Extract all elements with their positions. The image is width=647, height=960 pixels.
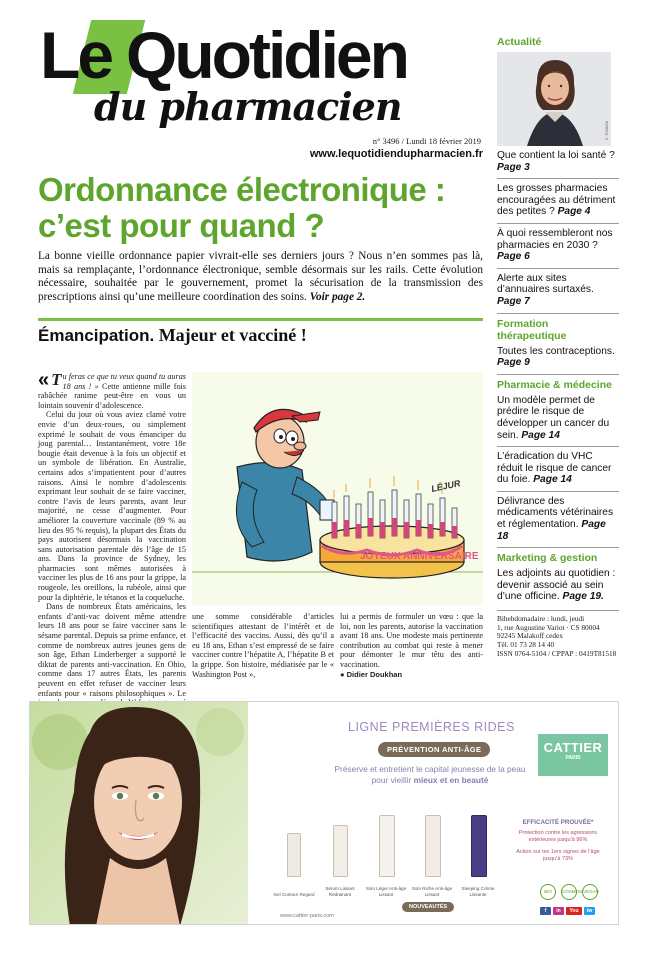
- intro-quote: u feras ce que tu veux quand tu auras 18 ans ! »: [62, 372, 186, 391]
- ad-tagline-2: [330, 775, 530, 786]
- imprint-line: 1, rue Augustine Variot · CS 80004: [497, 622, 600, 632]
- sidebar-section-actualite: Actualité: [497, 36, 542, 48]
- sidebar-item-text: Un modèle permet de prédire le risque de développer un cancer du sein.: [497, 394, 610, 441]
- advertisement[interactable]: [29, 701, 619, 925]
- sidebar-photo: [497, 52, 611, 146]
- ad-prevention-pill: PRÉVENTION ANTI-ÂGE: [378, 742, 490, 757]
- social-links: [540, 907, 595, 915]
- sidebar-item-page: Page 9: [497, 357, 530, 369]
- main-lead: [38, 250, 483, 304]
- sidebar-item-text: Toutes les contraceptions.: [497, 345, 615, 357]
- sidebar-item-contraceptions[interactable]: [497, 342, 619, 375]
- imprint-line: Tél. 01 73 28 14 40: [497, 640, 555, 650]
- section-divider: [38, 318, 483, 321]
- minister-photo: [497, 52, 611, 146]
- youtube-icon[interactable]: You: [566, 907, 582, 915]
- ad-tagline-2a: pour vieillir: [371, 775, 414, 785]
- cake-text: JOYEUX ANNIVERSAIRE: [360, 551, 479, 562]
- article-title: Majeur et vacciné !: [158, 325, 307, 345]
- label-bio-icon: BIO: [540, 884, 556, 900]
- sidebar-item-page: Page 19.: [562, 591, 604, 603]
- product-bottle-4: [425, 815, 441, 877]
- article-column-1: [38, 369, 186, 708]
- sidebar-section-medecine: Pharmacie & médecine: [497, 378, 612, 391]
- product-bottle-2: [333, 825, 348, 877]
- cartoon-illustration: [192, 372, 483, 605]
- sidebar-item-adjoints[interactable]: [497, 564, 619, 608]
- ad-tagline-1: Préserve et entretient le capital jeunesse de la peau: [334, 764, 526, 774]
- article-column-2: une somme considérable d’articles scientifiques attestant de l’intérêt et de l’efficacité des vaccins. Aussi, dès qu’il a eu 18 ans, Ethan s’est empressé de se faire vacciner contre l’hépatite A, l’hépatite B et la grippe. Son histoire, médiatisée par le « Washington Post »,: [192, 612, 334, 679]
- facebook-icon[interactable]: f: [540, 907, 551, 915]
- photo-credit: S. TOUBON: [605, 120, 609, 140]
- article-headline: [38, 324, 483, 347]
- sidebar-item-text: Les adjoints au quotidien : devenir associé au sein d’une officine.: [497, 568, 616, 603]
- sidebar-item-page: Page 4: [557, 206, 591, 218]
- sidebar-item-pharmacies-2030[interactable]: [497, 224, 619, 269]
- issue-date: n° 3496 / Lundi 18 février 2019: [372, 136, 481, 146]
- logo-subtitle: du pharmacien: [94, 84, 402, 129]
- ad-model-photo: [30, 702, 248, 925]
- intro-rest: Cette antienne mille fois rabâchée ranime peut-être en vous un lointain souvenir d’adolescence.: [38, 381, 186, 410]
- article-column-3: [340, 612, 483, 679]
- product-label-3: Soin Léger Anti-âge Lissant: [365, 886, 407, 897]
- sidebar-item-text: Les grosses pharmacies encouragées au détriment des petites ?: [497, 183, 616, 218]
- website-link[interactable]: www.lequotidiendupharmacien.fr: [309, 148, 483, 160]
- cartoonist-signature: LÉJUR: [430, 478, 462, 494]
- brand-sub: PARIS: [565, 755, 581, 761]
- article-kicker: Émancipation.: [38, 326, 155, 345]
- sidebar-item-veterinaires[interactable]: [497, 492, 619, 548]
- sidebar-item-text: À quoi ressembleront nos pharmacies en 2030 ?: [497, 227, 613, 251]
- imprint-line: 92245 Malakoff cedex: [497, 631, 563, 641]
- instagram-icon[interactable]: in: [553, 907, 564, 915]
- article-column-3-text: lui a permis de formuler un vœu : que la loi, non les parents, autorise la vaccination avant 18 ans. Une modeste mais pertinente contribution au combat qui reste à mener pour démonter le mur têtu des anti-vaccination.: [340, 612, 483, 669]
- sidebar-section-marketing: Marketing & gestion: [497, 552, 598, 565]
- cartoon-drawing: [192, 372, 483, 605]
- sidebar-item-page: Page 7: [497, 295, 530, 307]
- product-label-2: Sérum Lissant Redrainant: [325, 886, 355, 897]
- cattier-logo: [538, 734, 608, 776]
- model-portrait: [30, 702, 248, 925]
- sidebar-item-grosses-pharmacies[interactable]: [497, 179, 619, 224]
- sidebar-item-vhc[interactable]: [497, 447, 619, 492]
- product-tube-1: [287, 833, 301, 877]
- product-lineup: [275, 797, 515, 897]
- logo-quotidien: Quotidien: [126, 18, 407, 92]
- article-paragraph-1: Celui du jour où vous aviez clamé votre envie d’un deux-roues, ou simplement exprimé le souhait de vous émanciper du joug parental… Instantanément, votre 18e bougie était devenue à la fois un objectif et un symbole de libération. En Australie, certains ados s’impatientent pour d’autres raisons. Ainsi le nombre d’adolescents exprimant leur souhait de se faire vacciner, contre l’avis de leurs parents, avant leur majorité, ne cesse d’augmenter. Pour améliorer la couverture vaccinale (89 % au lieu des 95 % requis), la plupart des États du pays autorisent désormais la vaccination sans autorisation parentale dès l’âge de 15 ans. Dans la province de Sydney, les pharmacies sont mêmes autorisées à vacciner les plus de 16 ans pour la grippe, la rougeole, les oreillons, la rubéole, ainsi que pour la diphtérie, le tétanos et la coqueluche.: [38, 410, 186, 602]
- article-paragraph-2: Dans de nombreux États américains, les enfants d’anti-vac doivent même attendre leurs 18 ans pour se faire vacciner sans le sésame parental. Depuis sa prime enfance, et comme de nombreux autres jeunes gens de son âge, Ethan Linderberger a supporté le diktat de parents anti-vaccination. En Ohio, comme dans 17 autres États, les parents peuvent en effet refuser de vacciner leurs enfants pour « raisons philosophiques ». Le: [38, 602, 186, 698]
- imprint: [497, 610, 619, 659]
- masthead: [38, 18, 483, 168]
- ad-nouveautes-pill: NOUVEAUTÉS: [402, 902, 454, 912]
- imprint-line: Bihebdomadaire : lundi, jeudi: [497, 614, 585, 624]
- sidebar-item-text: Que contient la loi santé ?: [497, 150, 615, 161]
- efficacy-line-1: Protection contre les agressions extérieures jusqu’à 86%: [518, 830, 598, 843]
- ad-title: LIGNE PREMIÈRES RIDES: [348, 720, 515, 734]
- label-vegan-icon: VEGAN: [582, 884, 598, 900]
- product-label-1: Gel Contour Regard: [273, 891, 315, 897]
- sidebar-item-page: Page 14: [533, 474, 572, 486]
- sidebar-item-page: Page 14: [521, 429, 560, 441]
- efficacy-line-2: Action sur les 1ers signes de l’âge jusqu’à 73%: [516, 849, 600, 862]
- ad-efficacy: [512, 819, 604, 863]
- sidebar-item-page: Page 6: [497, 251, 530, 263]
- ad-url[interactable]: www.cattier-paris.com: [280, 913, 334, 919]
- ad-tagline: [330, 764, 530, 786]
- sidebar: [497, 36, 619, 659]
- product-label-5: Sleeping Crème Lissante: [461, 886, 495, 897]
- sidebar-item-text: Délivrance des médicaments vétérinaires et réglementation.: [497, 495, 614, 531]
- efficacy-title: EFFICACITÉ PROUVÉE*: [522, 819, 594, 826]
- dropcap: T: [51, 370, 62, 389]
- sidebar-item-page: Page 18: [497, 519, 606, 542]
- certification-labels: [540, 884, 598, 900]
- main-headline: Ordonnance électronique : c’est pour quand ?: [38, 171, 446, 244]
- sidebar-section-formation: Formation thérapeutique: [497, 317, 567, 342]
- product-label-4: Soin Riche Anti-âge Lissant: [411, 886, 453, 897]
- article-intro: [38, 369, 186, 410]
- quote-open-mark: «: [38, 369, 50, 391]
- sidebar-item-loi-sante[interactable]: [497, 146, 619, 179]
- lead-text: La bonne vieille ordonnance papier vivrait-elle ses derniers jours ? Nous n’en sommes pas là, mais sa remplaçante, l’ordonnance électronique, semble désormais sur les rails. Cette évolution nécessaire, souhaitée par le gouvernement, promet la sécurisation de la transmission des prescriptions ainsi qu’une meilleure coordination des soins.: [38, 250, 483, 303]
- logo-le: Le: [40, 18, 112, 92]
- sidebar-item-text: Alerte aux sites d’annuaires surtaxés.: [497, 272, 594, 296]
- imprint-line: ISSN 0764-5104 / CPPAP : 0419T81518: [497, 648, 617, 658]
- product-bottle-3: [379, 815, 395, 877]
- twitter-icon[interactable]: tw: [584, 907, 595, 915]
- sidebar-item-cancer-sein[interactable]: [497, 391, 619, 447]
- brand-name: CATTIER: [543, 740, 603, 755]
- label-cosmos-icon: COSMOS: [561, 884, 577, 900]
- article-signature: ● Didier Doukhan: [340, 669, 403, 679]
- sidebar-item-text: L’éradication du VHC réduit le risque de cancer du foie.: [497, 451, 612, 486]
- ad-tagline-2b: mieux et en beauté: [413, 775, 489, 785]
- sidebar-item-annuaires[interactable]: [497, 269, 619, 314]
- product-bottle-5: [471, 815, 487, 877]
- sidebar-item-page: Page 3: [497, 161, 530, 173]
- lead-page-ref[interactable]: Voir page 2.: [309, 290, 366, 303]
